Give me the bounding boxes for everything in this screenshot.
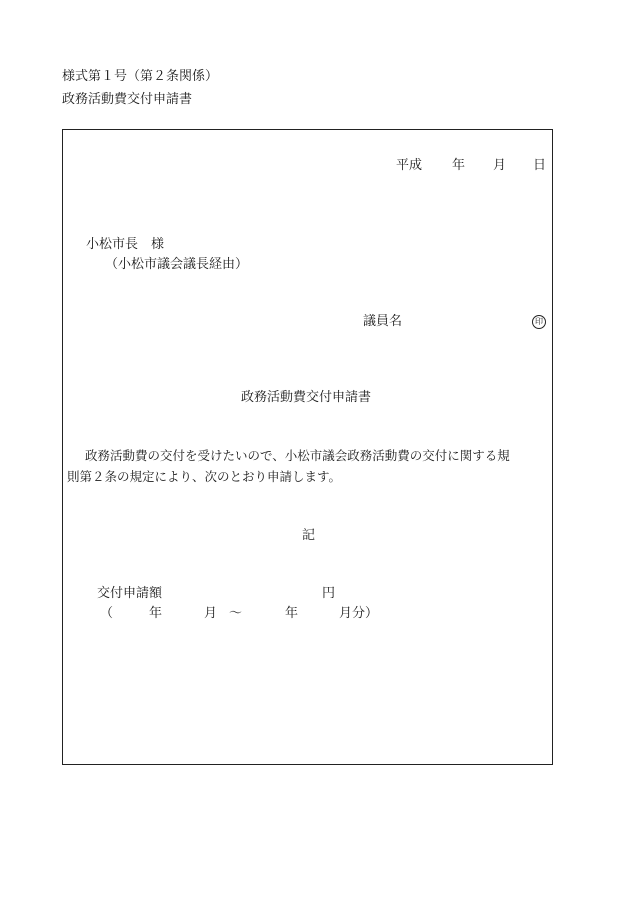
period-start-month: 月 — [204, 606, 218, 621]
addressee-via: （小松市議会議長経由） — [105, 257, 249, 272]
period-end-month: 月分） — [339, 606, 379, 621]
seal-mark — [532, 314, 546, 329]
amount-label: 交付申請額 — [97, 586, 163, 601]
seal-icon: 印 — [532, 315, 546, 329]
period-start-year: 年 — [149, 606, 163, 621]
period-end-year: 年 — [285, 606, 299, 621]
applicant-label: 議員名 — [363, 314, 403, 329]
body-text-line-2: 則第２条の規定により、次のとおり申請します。 — [67, 469, 342, 484]
date-era: 平成 — [396, 158, 423, 173]
amount-unit: 円 — [322, 586, 336, 601]
form-number: 様式第１号（第２条関係） — [62, 69, 219, 84]
form-title: 政務活動費交付申請書 — [62, 92, 193, 107]
body-text-line-1: 政務活動費の交付を受けたいので、小松市議会政務活動費の交付に関する規 — [85, 448, 510, 463]
document-title: 政務活動費交付申請書 — [241, 390, 372, 405]
period-tilde: ～ — [229, 606, 243, 621]
date-month-label: 月 — [493, 158, 507, 173]
period-open-paren: （ — [100, 606, 114, 621]
date-year-label: 年 — [452, 158, 466, 173]
addressee-name: 小松市長 様 — [86, 237, 165, 252]
note-heading: 記 — [302, 528, 316, 543]
application-form-box — [62, 129, 553, 765]
date-day-label: 日 — [533, 158, 547, 173]
